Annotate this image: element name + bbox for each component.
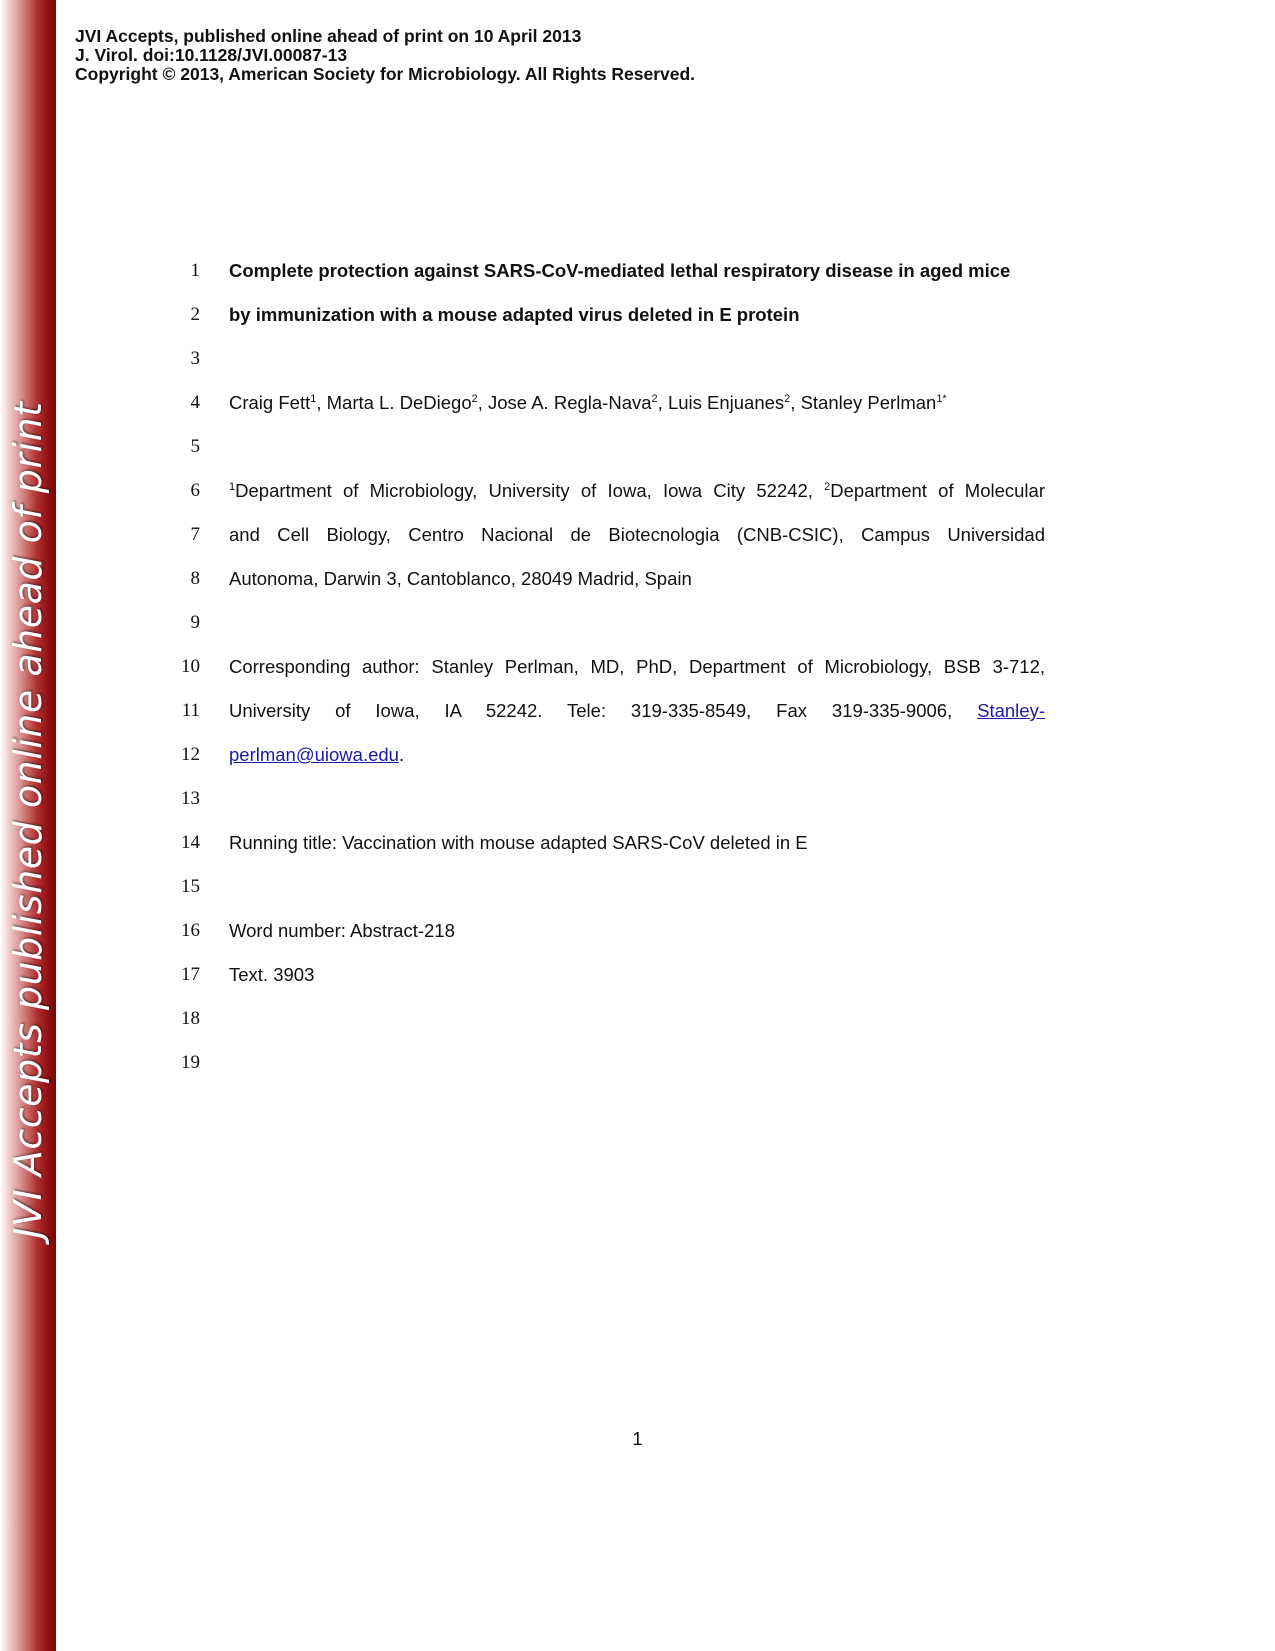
line-number: 3: [190, 348, 200, 369]
line-11: [0, 700, 1275, 744]
author-list: Craig Fett$^1$, Marta L. DeDiego$^2$, Jose A. Regla-Nava$^2$, Luis Enjuanes$^2$, Stanley Perlman$^{1*}$: [229, 392, 947, 413]
line-number: 12: [181, 744, 200, 765]
line-number: 14: [181, 832, 200, 853]
journal-header: [75, 27, 695, 84]
affiliation-marker: 2: [784, 393, 791, 405]
line-1: [0, 260, 1275, 304]
affiliation-line-2: and Cell Biology, Centro Nacional de Biotecnologia (CNB-CSIC), Campus Universidad: [229, 524, 1045, 545]
affiliation-marker: 2: [651, 393, 658, 405]
header-line-3: Copyright © 2013, American Society for Microbiology. All Rights Reserved.: [75, 64, 696, 84]
line-6: [0, 480, 1275, 524]
header-line-2: J. Virol. doi:10.1128/JVI.00087-13: [75, 45, 348, 65]
running-title: Running title: Vaccination with mouse adapted SARS-CoV deleted in E: [229, 832, 808, 853]
line-10: [0, 656, 1275, 700]
affiliation-1-text: Department of Microbiology, University of Iowa, Iowa City 52242,: [235, 480, 813, 501]
title-line-2: by immunization with a mouse adapted virus deleted in E protein: [229, 304, 800, 325]
line-17: [0, 964, 1275, 1008]
line-number: 16: [181, 920, 200, 941]
header-line-1: JVI Accepts, published online ahead of print on 10 April 2013: [75, 26, 582, 46]
line-14: [0, 832, 1275, 876]
affiliation-marker: 2: [471, 393, 478, 405]
line-number: 11: [181, 700, 200, 721]
affiliation-marker: 1*: [936, 393, 947, 405]
line-number: 1: [190, 260, 200, 281]
line-18: [0, 1008, 1275, 1052]
line-number: 8: [190, 568, 200, 589]
affiliation-2-text-start: Department of Molecular: [830, 480, 1045, 501]
corresponding-author-line-2: [229, 700, 1045, 722]
line-4: [0, 392, 1275, 436]
line-15: [0, 876, 1275, 920]
line-3: [0, 348, 1275, 392]
line-number: 10: [181, 656, 200, 677]
line-number: 9: [190, 612, 200, 633]
affiliation-line-3: Autonoma, Darwin 3, Cantoblanco, 28049 Madrid, Spain: [229, 568, 692, 589]
word-number: Word number: Abstract-218: [229, 920, 455, 941]
line-number: 4: [190, 392, 200, 413]
line-12: [0, 744, 1275, 788]
line-5: [0, 436, 1275, 480]
side-banner-text: JVI Accepts published online ahead of print: [6, 401, 50, 1239]
affiliation-marker: 1: [310, 393, 317, 405]
contact-details: University of Iowa, IA 52242. Tele: 319-335-8549, Fax 319-335-9006,: [229, 700, 953, 721]
title-line-1: Complete protection against SARS-CoV-mediated lethal respiratory disease in aged mice: [229, 260, 1011, 281]
text-count: Text. 3903: [229, 964, 315, 985]
author-name: Stanley Perlman: [800, 392, 937, 413]
corresponding-author-line-3: [229, 744, 1045, 766]
line-number: 7: [190, 524, 200, 545]
author-name: Jose A. Regla-Nava: [488, 392, 652, 413]
affiliation-line-1: [229, 480, 1045, 502]
line-2: [0, 304, 1275, 348]
author-name: Luis Enjuanes: [667, 392, 785, 413]
line-number: 5: [190, 436, 200, 457]
line-7: [0, 524, 1275, 568]
author-name: Craig Fett: [229, 392, 311, 413]
line-16: [0, 920, 1275, 964]
author-name: Marta L. DeDiego: [326, 392, 472, 413]
line-number: 19: [181, 1052, 200, 1073]
page-number: 1: [632, 1428, 643, 1449]
email-trailing: .: [398, 744, 405, 765]
line-number: 13: [181, 788, 200, 809]
line-8: [0, 568, 1275, 612]
line-number: 17: [181, 964, 200, 985]
line-number: 18: [181, 1008, 200, 1029]
line-19: [0, 1052, 1275, 1096]
line-9: [0, 612, 1275, 656]
email-link-part-1[interactable]: Stanley-: [977, 700, 1045, 721]
line-number: 15: [181, 876, 200, 897]
line-number: 2: [190, 304, 200, 325]
corresponding-author-line-1: Corresponding author: Stanley Perlman, MD, PhD, Department of Microbiology, BSB 3-712,: [229, 656, 1045, 677]
line-number: 6: [190, 480, 200, 501]
line-13: [0, 788, 1275, 832]
affiliation-marker: 1: [229, 481, 236, 493]
affiliation-marker: 2: [824, 481, 831, 493]
email-link-part-2[interactable]: perlman@uiowa.edu: [229, 744, 399, 765]
